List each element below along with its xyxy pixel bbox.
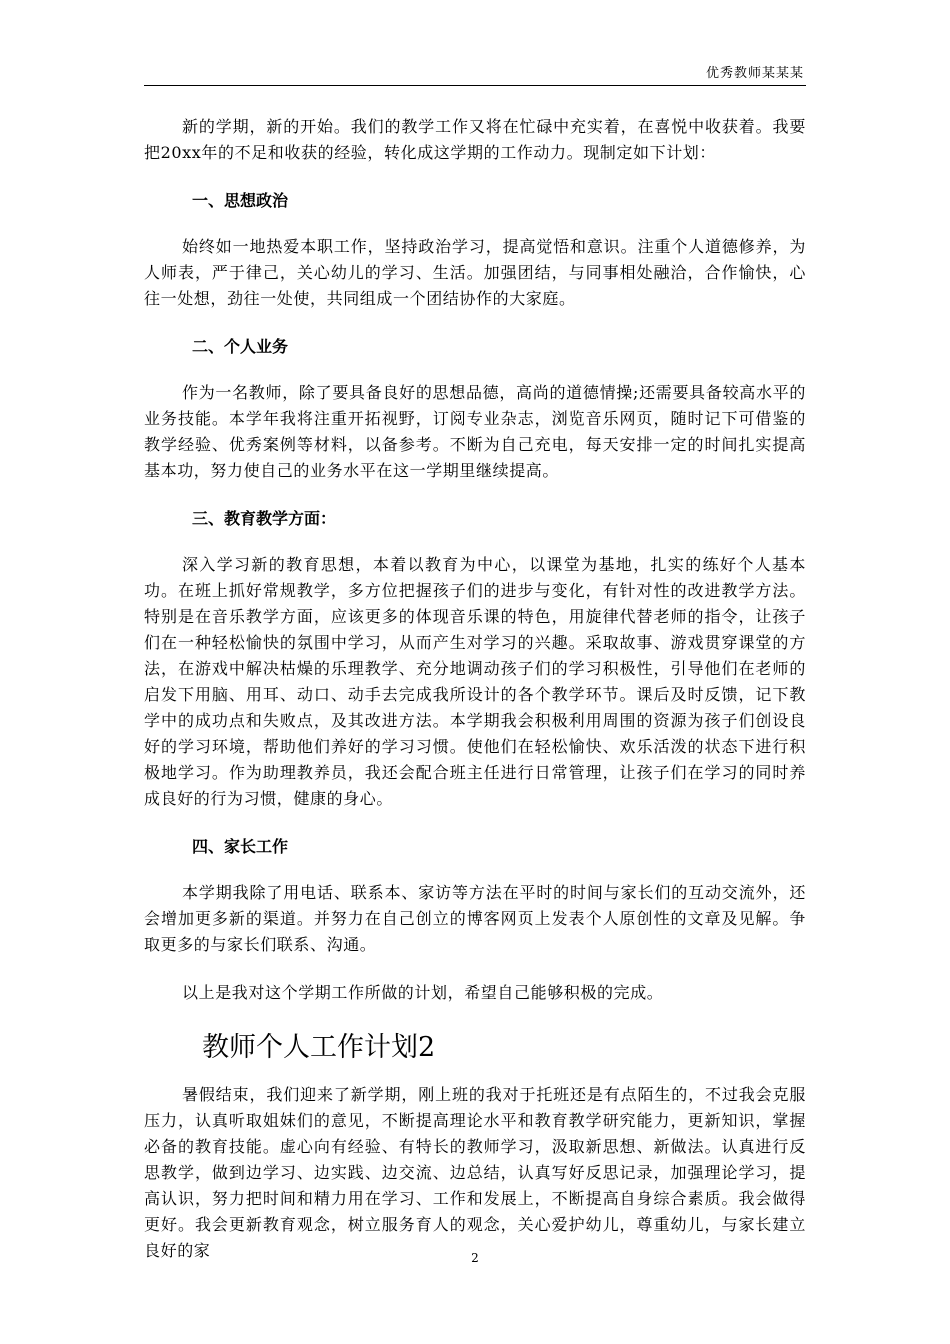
page-number: 2 — [471, 1251, 479, 1265]
section-heading-politics: 一、思想政治 — [192, 191, 289, 210]
page-header-title: 优秀教师某某某 — [705, 66, 804, 81]
document-body — [144, 114, 806, 1264]
section-body-politics: 始终如一地热爱本职工作，坚持政治学习，提高觉悟和意识。注重个人道德修养，为人师表，严于律己，关心幼儿的学习、生活。加强团结，与同事相处融洽，合作愉快，心往一处想，劲往一处使，共同组成一个团结协作的大家庭。 — [144, 237, 806, 308]
section-heading-parents: 四、家长工作 — [192, 837, 289, 856]
intro-paragraph: 新的学期，新的开始。我们的教学工作又将在忙碌中充实着，在喜悦中收获着。我要把20xx年的不足和收获的经验，转化成这学期的工作动力。现制定如下计划： — [144, 117, 806, 162]
header-divider — [144, 85, 806, 86]
closing-paragraph: 以上是我对这个学期工作所做的计划，希望自己能够积极的完成。 — [182, 983, 664, 1002]
document-title-2: 教师个人工作计划2 — [202, 1032, 436, 1063]
section-heading-professional: 二、个人业务 — [192, 337, 289, 356]
plan2-paragraph: 暑假结束，我们迎来了新学期，刚上班的我对于托班还是有点陌生的，不过我会克服压力，认真听取姐妹们的意见，不断提高理论水平和教育教学研究能力，更新知识，掌握必备的教育技能。虚心向有经验、有特长的教师学习，汲取新思想、新做法。认真进行反思教学，做到边学习、边实践、边交流、边总结，认真写好反思记录，加强理论学习，提高认识，努力把时间和精力用在学习、工作和发展上，不断提高自身综合素质。我会做得更好。我会更新教育观念，树立服务育人的观念，关心爱护幼儿，尊重幼儿，与家长建立良好的家 — [144, 1085, 806, 1260]
section-body-parents: 本学期我除了用电话、联系本、家访等方法在平时的时间与家长们的互动交流外，还会增加更多新的渠道。并努力在自己创立的博客网页上发表个人原创性的文章及见解。争取更多的与家长们联系、沟通。 — [144, 883, 806, 954]
section-body-teaching: 深入学习新的教育思想，本着以教育为中心，以课堂为基地，扎实的练好个人基本功。在班上抓好常规教学，多方位把握孩子们的进步与变化，有针对性的改进教学方法。特别是在音乐教学方面，应该更多的体现音乐课的特色，用旋律代替老师的指令，让孩子们在一种轻松愉快的氛围中学习，从而产生对学习的兴趣。采取故事、游戏贯穿课堂的方法，在游戏中解决枯燥的乐理教学、充分地调动孩子们的学习积极性，引导他们在老师的启发下用脑、用耳、动口、动手去完成我所设计的各个教学环节。课后及时反馈，记下教学中的成功点和失败点，及其改进方法。本学期我会积极利用周围的资源为孩子们创设良好的学习环境，帮助他们养好的学习习惯。使他们在轻松愉快、欢乐活泼的状态下进行积极地学习。作为助理教养员，我还会配合班主任进行日常管理，让孩子们在学习的同时养成良好的行为习惯，健康的身心。 — [144, 555, 806, 808]
section-body-professional: 作为一名教师，除了要具备良好的思想品德，高尚的道德情操;还需要具备较高水平的业务技能。本学年我将注重开拓视野，订阅专业杂志，浏览音乐网页，随时记下可借鉴的教学经验、优秀案例等材料，以备参考。不断为自己充电，每天安排一定的时间扎实提高基本功，努力使自己的业务水平在这一学期里继续提高。 — [144, 383, 806, 480]
section-heading-teaching: 三、教育教学方面： — [192, 509, 337, 528]
